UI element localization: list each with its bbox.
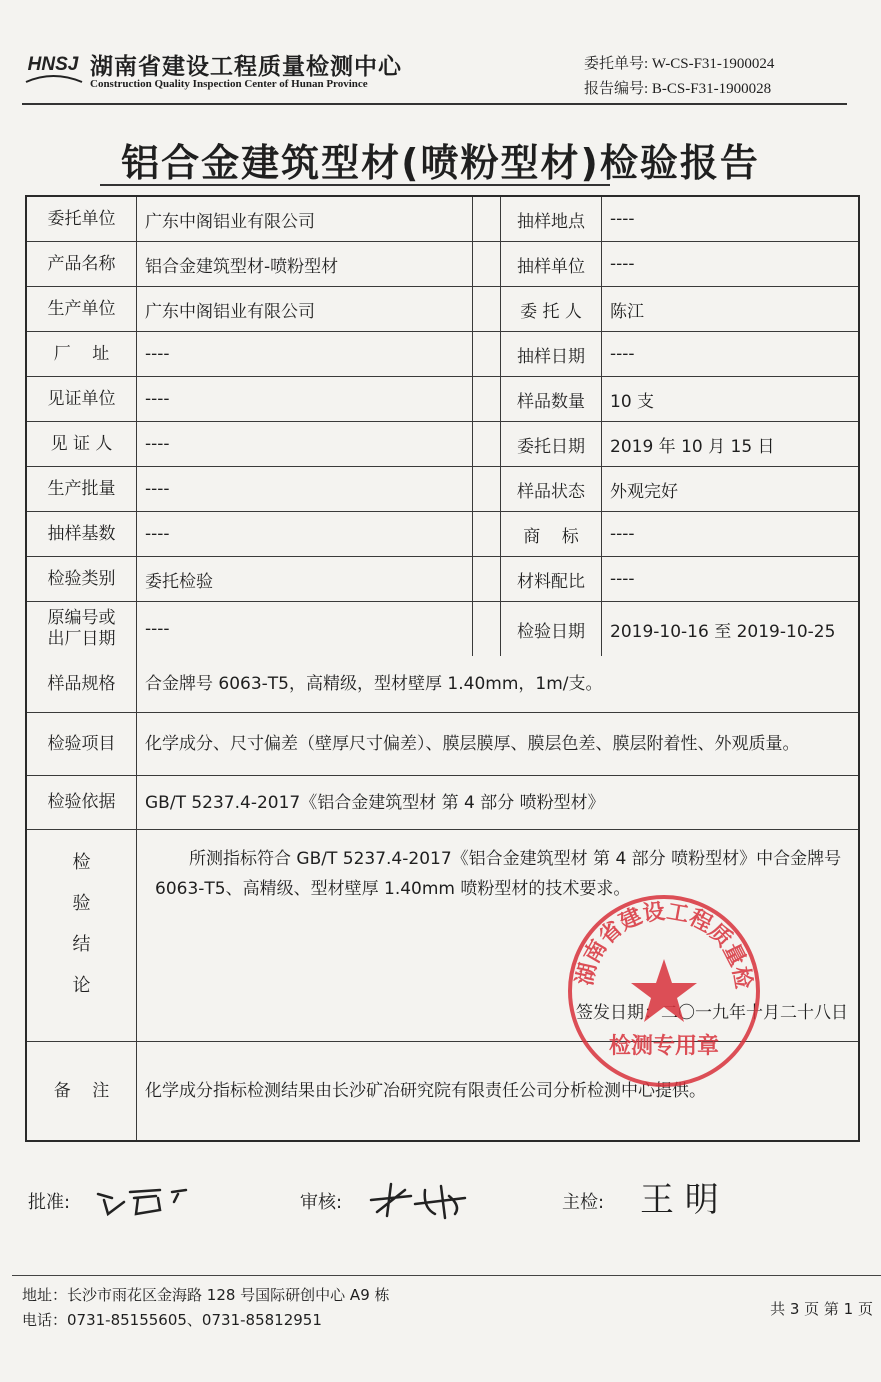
table-row bbox=[27, 467, 858, 512]
row-value: ---- bbox=[137, 422, 473, 466]
row-value-2: ---- bbox=[610, 524, 635, 544]
official-seal bbox=[566, 893, 762, 1089]
approver-signature bbox=[90, 1180, 210, 1220]
logo-text: HNSJ bbox=[27, 54, 79, 75]
table-row bbox=[27, 557, 858, 602]
row-label-2: 材料配比 bbox=[501, 557, 602, 601]
report-title: 铝合金建筑型材(喷粉型材)检验报告 bbox=[121, 141, 760, 185]
row-value: ---- bbox=[137, 512, 473, 556]
row-label-2: 样品状态 bbox=[501, 467, 602, 511]
row-label: 抽样基数 bbox=[27, 512, 137, 556]
conclusion-label bbox=[27, 830, 137, 1041]
row-spacer bbox=[473, 512, 501, 556]
chief-label: 主检: bbox=[562, 1192, 605, 1213]
footer-address: 地址：长沙市雨花区金海路 128 号国际研创中心 A9 栋 bbox=[22, 1286, 390, 1304]
spec-value: 合金牌号 6063-T5，高精级，型材壁厚 1.40mm，1m/支。 bbox=[145, 674, 603, 694]
conclusion-text: 所测指标符合 GB/T 5237.4-2017《铝合金建筑型材 第 4 部分 喷粉型材》中合金牌号 6063-T5、高精级、型材壁厚 1.40mm 喷粉型材的技术要求。 bbox=[155, 849, 842, 899]
row-value-2: 陈江 bbox=[610, 301, 644, 322]
report-number: 报告编号: B-CS-F31-1900028 bbox=[584, 81, 772, 97]
row-value-2: 10 支 bbox=[610, 391, 655, 412]
row-label: 原编号或 出厂日期 bbox=[27, 602, 137, 656]
conclusion-label-char: 检 bbox=[72, 852, 91, 873]
row-spacer bbox=[473, 557, 501, 601]
table-row bbox=[27, 512, 858, 557]
row-value: 铝合金建筑型材-喷粉型材 bbox=[137, 242, 473, 286]
row-value: ---- bbox=[137, 467, 473, 511]
items-row bbox=[27, 713, 858, 776]
org-name-cn: 湖南省建设工程质量检测中心 bbox=[90, 54, 402, 80]
seal-center-text: 检测专用章 bbox=[608, 1034, 720, 1059]
row-label-2: 抽样日期 bbox=[501, 332, 602, 376]
row-label: 生产单位 bbox=[27, 287, 137, 331]
footer-divider bbox=[12, 1275, 881, 1276]
row-value-2: 2019 年 10 月 15 日 bbox=[610, 436, 775, 457]
row-value-2: ---- bbox=[610, 254, 635, 274]
title-underline bbox=[100, 184, 610, 186]
approve-label: 批准: bbox=[28, 1192, 71, 1213]
row-label: 见 证 人 bbox=[27, 422, 137, 466]
row-label-2: 委托日期 bbox=[501, 422, 602, 466]
row-label-2: 抽样单位 bbox=[501, 242, 602, 286]
basis-row bbox=[27, 776, 858, 830]
review-label: 审核: bbox=[300, 1192, 343, 1213]
table-row bbox=[27, 332, 858, 377]
row-label: 产品名称 bbox=[27, 242, 137, 286]
items-label: 检验项目 bbox=[27, 713, 137, 775]
reference-numbers bbox=[584, 52, 774, 102]
table-row bbox=[27, 197, 858, 242]
row-label: 检验类别 bbox=[27, 557, 137, 601]
header-divider bbox=[22, 103, 847, 105]
row-spacer bbox=[473, 422, 501, 466]
row-label-2: 委 托 人 bbox=[501, 287, 602, 331]
row-value-2: ---- bbox=[610, 209, 635, 229]
row-value-2: 2019-10-16 至 2019-10-25 bbox=[610, 621, 836, 642]
row-value: 广东中阁铝业有限公司 bbox=[137, 197, 473, 241]
footer-phone: 电话：0731-85155605、0731-85812951 bbox=[22, 1311, 322, 1329]
commission-number: 委托单号: W-CS-F31-1900024 bbox=[584, 56, 775, 72]
basis-value: GB/T 5237.4-2017《铝合金建筑型材 第 4 部分 喷粉型材》 bbox=[145, 792, 605, 813]
row-spacer bbox=[473, 467, 501, 511]
row-value: 广东中阁铝业有限公司 bbox=[137, 287, 473, 331]
conclusion-label-char: 结 bbox=[72, 934, 91, 955]
row-spacer bbox=[473, 602, 501, 656]
row-value: ---- bbox=[137, 377, 473, 421]
reviewer-signature bbox=[365, 1178, 475, 1222]
footer-contact bbox=[22, 1283, 390, 1333]
row-value-2: 外观完好 bbox=[610, 481, 678, 502]
conclusion-label-char: 论 bbox=[72, 975, 91, 996]
spec-label: 样品规格 bbox=[27, 656, 137, 712]
chief-name: 王 明 bbox=[640, 1180, 719, 1220]
page-number: 共 3 页 第 1 页 bbox=[770, 1300, 873, 1318]
table-row bbox=[27, 242, 858, 287]
table-row bbox=[27, 422, 858, 467]
items-value: 化学成分、尺寸偏差（壁厚尺寸偏差）、膜层膜厚、膜层色差、膜层附着性、外观质量。 bbox=[145, 734, 800, 754]
row-value: 委托检验 bbox=[137, 557, 473, 601]
org-name-en: Construction Quality Inspection Center of Hunan Province bbox=[90, 78, 368, 90]
seal-ring-text: 湖南省建设工程质量检 bbox=[572, 899, 756, 991]
row-label: 厂 址 bbox=[27, 332, 137, 376]
row-label: 生产批量 bbox=[27, 467, 137, 511]
row-label-2: 商 标 bbox=[501, 512, 602, 556]
row-spacer bbox=[473, 287, 501, 331]
remark-value: 化学成分指标检测结果由长沙矿冶研究院有限责任公司分析检测中心提供。 bbox=[145, 1081, 706, 1101]
seal-star bbox=[631, 959, 697, 1022]
row-spacer bbox=[473, 332, 501, 376]
hnsj-logo bbox=[22, 42, 84, 88]
conclusion-label-char: 验 bbox=[72, 893, 91, 914]
remark-label: 备 注 bbox=[27, 1042, 137, 1140]
row-label: 见证单位 bbox=[27, 377, 137, 421]
row-spacer bbox=[473, 377, 501, 421]
basis-label: 检验依据 bbox=[27, 776, 137, 829]
row-value-2: ---- bbox=[610, 344, 635, 364]
row-label: 委托单位 bbox=[27, 197, 137, 241]
spec-row bbox=[27, 656, 858, 713]
row-value: ---- bbox=[137, 332, 473, 376]
table-row bbox=[27, 377, 858, 422]
issue-date: 签发日期：二〇一九年十月二十八日 bbox=[576, 1003, 848, 1023]
row-label-2: 检验日期 bbox=[501, 602, 602, 656]
row-spacer bbox=[473, 197, 501, 241]
row-value: ---- bbox=[137, 602, 473, 656]
row-spacer bbox=[473, 242, 501, 286]
row-label-2: 抽样地点 bbox=[501, 197, 602, 241]
row-label-2: 样品数量 bbox=[501, 377, 602, 421]
row-value-2: ---- bbox=[610, 569, 635, 589]
table-row bbox=[27, 287, 858, 332]
table-row bbox=[27, 602, 858, 656]
